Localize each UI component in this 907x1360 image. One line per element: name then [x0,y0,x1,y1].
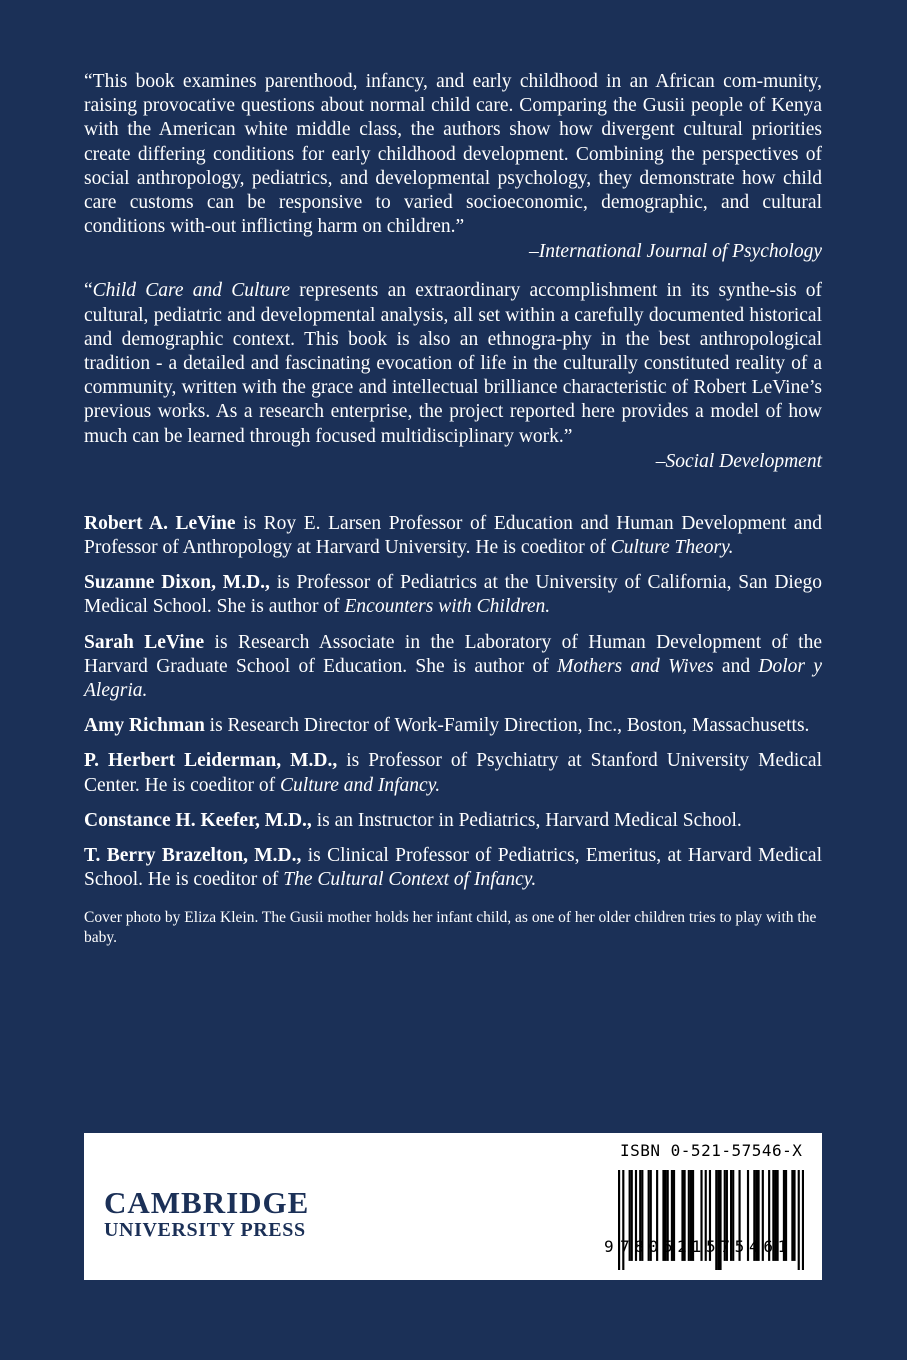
bio-text: and [713,655,759,677]
author-bio [84,631,822,704]
barcode-bar [798,1170,800,1270]
reviews-section [84,70,822,474]
publisher-subtitle: UNIVERSITY PRESS [104,1219,306,1241]
bio-text: is Research Associate in the Laboratory of Human Development of the Harvard Graduate School of Education. She is author of [84,631,822,677]
barcode-bar [793,1170,795,1261]
review-text [84,279,822,448]
book-title: Child Care and Culture [92,280,291,302]
back-cover-content [84,70,822,947]
author-bio [84,844,822,892]
bio-text: is an Instructor in Pediatrics, Harvard Medical School. [311,809,742,831]
author-bio [84,749,822,797]
cover-photo-credit: Cover photo by Eliza Klein. The Gusii mother holds her infant child, as one of her older children tries to play with the baby. [84,909,817,946]
review-text-fragment: represents an extraordinary accomplishment in its synthe-sis of cultural, pediatric and developmental analysis, all set within a carefully documented historical and demographic context. This book is also an ethnogra-phy in the best anthropological tradition - a detailed and fascinating evocation of life in the culturally constituted reality of a community, written with the grace and intellectual brilliance characteristic of Robert LeVine’s previous works. As a research enterprise, the project reported here provides a model of how much can be learned through focused multidisciplinary work.” [84,280,823,447]
review-text-fragment: “ [84,280,93,302]
bio-text: is Professor of Pediatrics at the University of California, San Diego Medical School. She is author of [84,572,822,618]
book-title: Culture and Infancy. [280,774,441,796]
author-name: P. Herbert Leiderman, M.D., [84,750,338,772]
review-1 [84,70,822,264]
barcode-first-digit: 9 [604,1237,614,1256]
review-text-fragment: “This book examines parenthood, infancy, and early childhood in an African com-munity, raising provocative questions about normal child care. Comparing the Gusii people of Kenya with the American white middle class, the authors show how divergent cultural priorities create differing conditions for early childhood development. Combining the perspectives of social anthropology, pediatrics, and developmental psychology, they demonstrate how child care customs can be responsive to varied socioeconomic, demographic, and cultural conditions with-out inflicting harm on children.” [84,71,822,238]
review-text [84,70,822,239]
bio-text: is Professor of Psychiatry at Stanford University Medical Center. He is coeditor of [84,750,823,796]
review-2 [84,279,822,473]
book-title: Encounters with Children. [344,596,551,618]
review-attribution: –International Journal of Psychology [529,241,822,263]
book-title: Mothers and Wives [557,655,714,677]
author-bio [84,512,822,560]
author-bios-section [84,512,822,893]
barcode-number: 780521575461 [620,1237,792,1256]
author-name: Constance H. Keefer, M.D., [84,809,312,831]
bio-text: is Research Director of Work-Family Direction, Inc., Boston, Massachusetts. [204,715,810,737]
publisher-name: CAMBRIDGE [104,1185,310,1220]
author-bio [84,809,822,833]
author-bio [84,571,822,619]
author-name: Sarah LeVine [84,631,205,653]
isbn-block [604,1141,804,1256]
barcode-bar [802,1170,804,1270]
book-title: Culture Theory. [610,537,734,559]
isbn-label: ISBN 0-521-57546-X [620,1141,803,1160]
publisher-logo [104,1187,309,1241]
book-title: Dolor y Alegria. [84,655,823,702]
book-title: The Cultural Context of Infancy. [283,869,537,891]
author-name: T. Berry Brazelton, M.D., [84,845,302,867]
author-name: Amy Richman [84,715,205,737]
imprint-panel [84,1133,822,1280]
bio-text: is Roy E. Larsen Professor of Education and Human Development and Professor of Anthropology at Harvard University. He is coeditor of [84,512,823,559]
bio-text: is Clinical Professor of Pediatrics, Emeritus, at Harvard Medical School. He is coeditor of [84,845,822,891]
author-name: Robert A. LeVine [84,512,236,534]
author-name: Suzanne Dixon, M.D., [84,572,270,594]
review-attribution: –Social Development [655,450,822,472]
author-bio [84,714,822,738]
